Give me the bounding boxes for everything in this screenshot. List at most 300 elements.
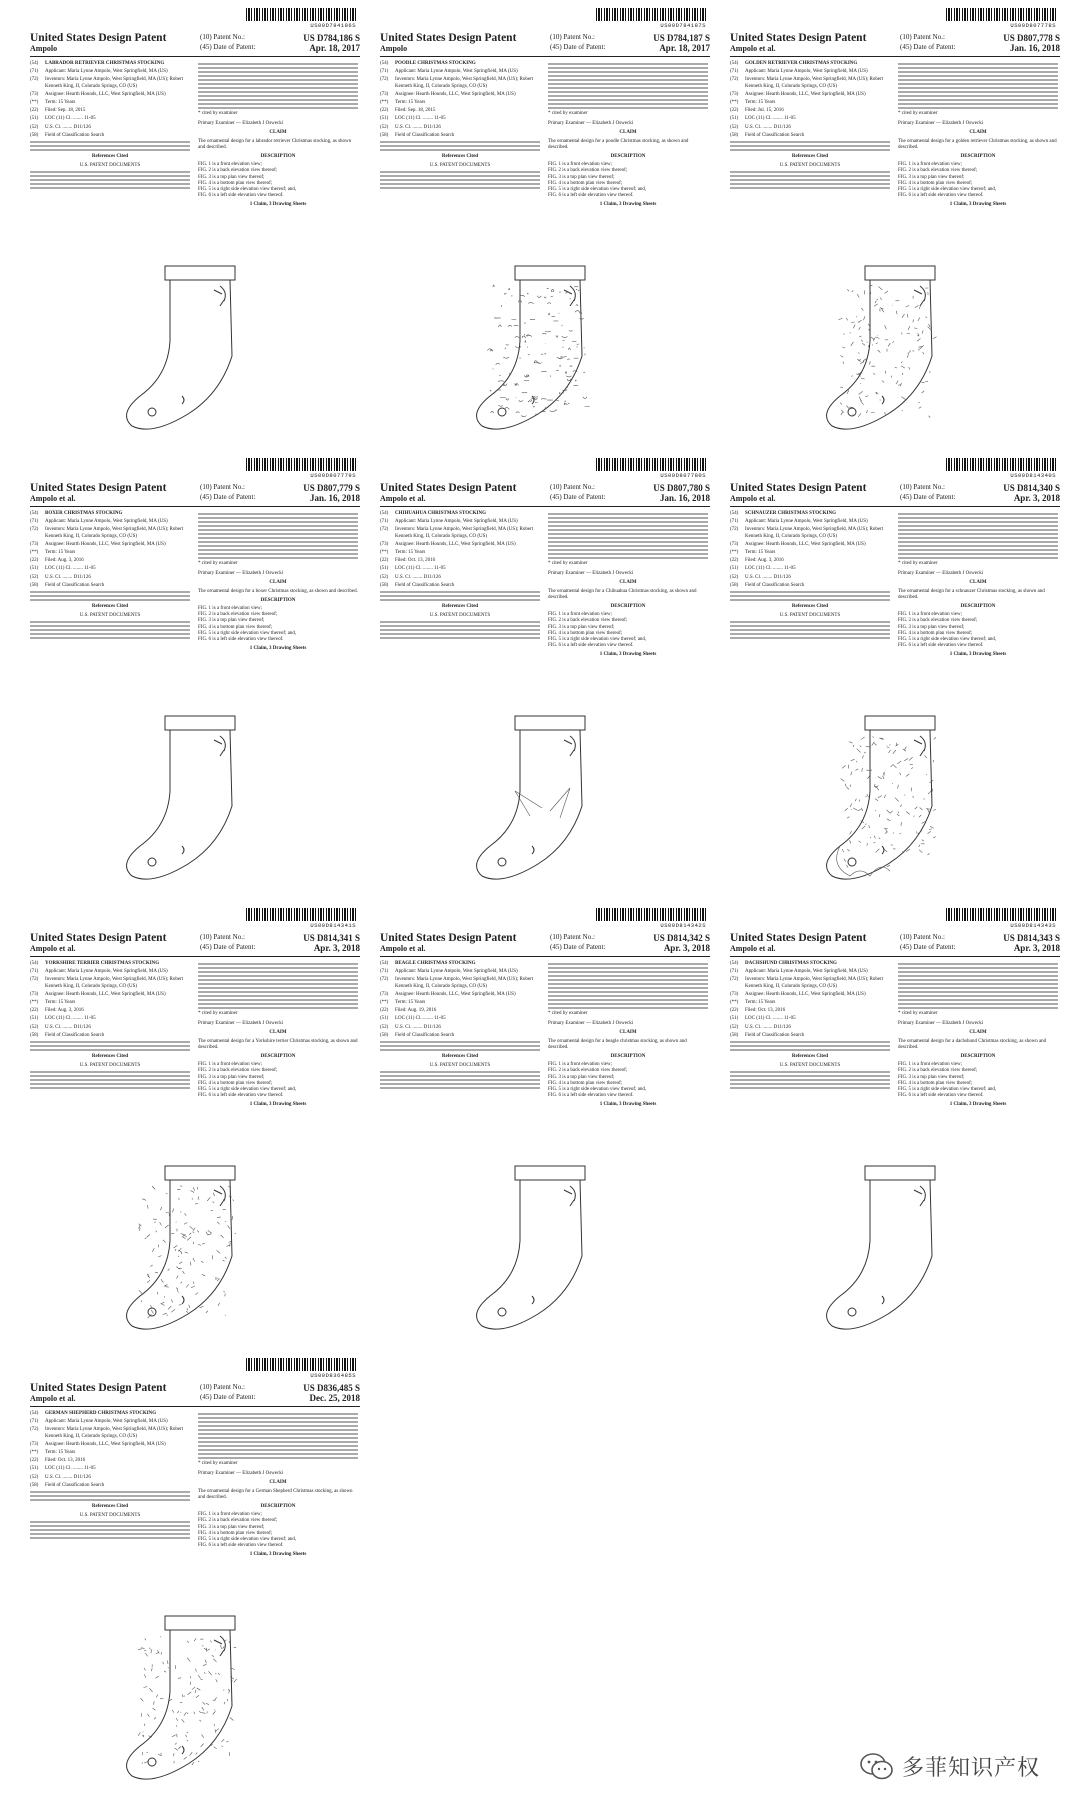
figure-line: FIG. 3 is a top plan view thereof;	[548, 174, 615, 180]
fur-stroke	[878, 796, 882, 798]
fur-stroke	[145, 1238, 147, 1239]
us-class: U.S. Cl. ........ D11/126	[395, 1024, 441, 1030]
inventors: Inventors: Maria Lynne Ampolo, West Springfield, MA (US); Robert Kenneth King, II, Colorado Springs, CO (US)	[745, 77, 884, 89]
fur-stroke	[144, 1668, 146, 1670]
us-docs: U.S. PATENT DOCUMENTS	[79, 1513, 141, 1519]
fur-stroke	[560, 392, 561, 394]
fur-stroke	[861, 340, 863, 342]
figure-line: FIG. 5 is a right side elevation view thereof; and,	[198, 630, 297, 636]
cited-by-examiner: * cited by examiner	[898, 1011, 938, 1016]
claims-sheets: 1 Claim, 3 Drawing Sheets	[949, 652, 1007, 658]
patent-card-7	[30, 908, 360, 1348]
claim-heading: CLAIM	[969, 1030, 987, 1036]
fur-stroke	[900, 773, 901, 775]
loc-class: LOC (11) Cl. ........ 11-05	[745, 1016, 796, 1022]
fur-stroke	[509, 288, 510, 290]
inventor-short: Ampolo et al.	[380, 494, 426, 503]
fur-stroke	[570, 366, 572, 367]
bibliographic-column: (54) YORKSHIRE TERRIER CHRISTMAS STOCKING (71) Applicant: Maria Lynne Ampolo, West Springfield, MA (US) (72) Inventors: Maria Lynne Ampolo, West Springfield, MA (US); Robert Kenneth King, II, Colorado Springs, CO (US) (73) Assignee: Hearth Hounds, LLC, West Springfield, MA (US) (**) Term: 15 Years (22) Filed: Aug. 3, 2016 (51) LOC (11) Cl. ........ 11-05 (52) U.S. Cl. ........ D11/126 (58) Field of Classification Search References Cited U.S. PATENT DOCUMENTS	[30, 961, 190, 1161]
fur-stroke	[933, 809, 936, 810]
bibliographic-column: (54) LABRADOR RETRIEVER CHRISTMAS STOCKING (71) Applicant: Maria Lynne Ampolo, West Springfield, MA (US) (72) Inventors: Maria Lynne Ampolo, West Springfield, MA (US); Robert Kenneth King, II, Colorado Springs, CO (US) (73) Assignee: Hearth Hounds, LLC, West Springfield, MA (US) (**) Term: 15 Years (22) Filed: Sep. 18, 2015 (51) LOC (11) Cl. ........ 11-05 (52) U.S. Cl. ........ D11/126 (58) Field of Classification Search References Cited U.S. PATENT DOCUMENTS	[30, 61, 190, 261]
assignee: Assignee: Hearth Hounds, LLC, West Springfield, MA (US)	[745, 991, 866, 997]
fur-stroke	[164, 1671, 166, 1672]
figure-list	[548, 612, 708, 649]
fur-stroke	[562, 393, 563, 394]
fur-stroke	[887, 865, 890, 866]
fur-stroke	[218, 1303, 219, 1306]
fur-stroke	[911, 787, 912, 791]
fur-stroke	[887, 810, 890, 813]
fur-stroke	[915, 305, 919, 307]
fur-stroke	[144, 1762, 147, 1763]
patent-title: GERMAN SHEPHERD CHRISTMAS STOCKING	[45, 1411, 157, 1416]
fur-stroke	[902, 397, 906, 400]
figure-line: FIG. 3 is a top plan view thereof;	[198, 618, 265, 624]
fur-stroke	[884, 412, 885, 414]
cited-by-examiner: * cited by examiner	[548, 1011, 588, 1016]
claims-sheets: 1 Claim, 3 Drawing Sheets	[249, 1102, 307, 1108]
figure-list	[898, 1062, 1058, 1099]
figure-line: FIG. 2 is a back elevation view thereof;	[898, 168, 978, 174]
field-search: Field of Classification Search	[45, 132, 105, 138]
fur-stroke	[218, 1673, 220, 1675]
fur-stroke	[217, 1217, 221, 1218]
fur-stroke	[568, 403, 569, 404]
patent-no-label: (10) Patent No.:	[900, 33, 945, 41]
claim-heading: CLAIM	[269, 1480, 287, 1486]
doc-title: United States Design Patent	[380, 32, 517, 44]
fur-stroke	[565, 401, 566, 402]
barcode-number: US00D814340S	[1010, 472, 1056, 479]
fur-stroke	[157, 1292, 158, 1295]
figure-line: FIG. 5 is a right side elevation view thereof; and,	[198, 1087, 297, 1093]
figure-list	[198, 1062, 358, 1099]
fur-stroke	[204, 1672, 205, 1673]
field-search: Field of Classification Search	[45, 582, 105, 588]
fur-stroke	[212, 1655, 214, 1656]
cited-by-examiner: * cited by examiner	[548, 561, 588, 566]
fur-stroke	[186, 1284, 188, 1287]
fur-stroke	[164, 1285, 168, 1287]
fur-stroke	[907, 314, 908, 318]
references-cited: References Cited	[441, 154, 479, 160]
filed-date: Filed: Oct. 13, 2016	[395, 558, 436, 564]
examiner: Primary Examiner — Elizabeth J Oswecki	[548, 571, 634, 577]
fur-stroke	[181, 1233, 185, 1235]
examiner: Primary Examiner — Elizabeth J Oswecki	[198, 1471, 284, 1477]
fur-stroke	[922, 391, 925, 393]
figure-line: FIG. 1 is a front elevation view;	[198, 1062, 263, 1068]
doc-title: United States Design Patent	[380, 482, 517, 494]
fur-stroke	[918, 317, 920, 321]
fur-stroke	[866, 746, 870, 747]
wechat-icon	[860, 1752, 894, 1782]
fur-stroke	[527, 335, 532, 336]
fur-stroke	[173, 1753, 174, 1756]
fur-stroke	[522, 392, 527, 393]
stocking-drawing	[70, 696, 320, 886]
fur-stroke	[541, 354, 543, 355]
fur-stroke	[179, 1304, 182, 1305]
fur-stroke	[217, 1279, 220, 1282]
fur-stroke	[152, 1186, 155, 1189]
fur-stroke	[177, 1711, 178, 1713]
fur-stroke	[534, 361, 538, 363]
fur-stroke	[193, 1258, 195, 1262]
fur-stroke	[175, 1748, 178, 1750]
fur-stroke	[189, 1233, 191, 1235]
figure-line: FIG. 6 is a left side elevation view thereof.	[198, 1093, 284, 1099]
assignee: Assignee: Hearth Hounds, LLC, West Springfield, MA (US)	[45, 91, 166, 97]
fur-stroke	[928, 324, 930, 327]
fur-stroke	[933, 337, 937, 339]
fur-stroke	[864, 752, 866, 753]
fur-stroke	[893, 765, 896, 768]
term: Term: 15 Years	[45, 100, 76, 106]
fur-stroke	[857, 749, 861, 753]
fur-stroke	[217, 1222, 219, 1224]
fur-stroke	[519, 400, 523, 401]
figure-line: FIG. 5 is a right side elevation view thereof; and,	[898, 1087, 997, 1093]
fur-stroke	[224, 1702, 225, 1704]
date-label: (45) Date of Patent:	[900, 493, 956, 501]
bibliographic-column: (54) CHIHUAHUA CHRISTMAS STOCKING (71) Applicant: Maria Lynne Ampolo, West Springfield, MA (US) (72) Inventors: Maria Lynne Ampolo, West Springfield, MA (US); Robert Kenneth King, II, Colorado Springs, CO (US) (73) Assignee: Hearth Hounds, LLC, West Springfield, MA (US) (**) Term: 15 Years (22) Filed: Oct. 13, 2016 (51) LOC (11) Cl. ........ 11-05 (52) U.S. Cl. ........ D11/126 (58) Field of Classification Search References Cited U.S. PATENT DOCUMENTS	[380, 511, 540, 711]
citation-column	[898, 961, 1058, 1161]
fur-stroke	[147, 1280, 150, 1282]
bibliographic-column: (54) SCHNAUZER CHRISTMAS STOCKING (71) Applicant: Maria Lynne Ampolo, West Springfield, MA (US) (72) Inventors: Maria Lynne Ampolo, West Springfield, MA (US); Robert Kenneth King, II, Colorado Springs, CO (US) (73) Assignee: Hearth Hounds, LLC, West Springfield, MA (US) (**) Term: 15 Years (22) Filed: Aug. 3, 2016 (51) LOC (11) Cl. ........ 11-05 (52) U.S. Cl. ........ D11/126 (58) Field of Classification Search References Cited U.S. PATENT DOCUMENTS	[730, 511, 890, 711]
figure-line: FIG. 3 is a top plan view thereof;	[198, 1524, 265, 1530]
fur-stroke	[865, 396, 868, 397]
fur-stroke	[213, 1193, 214, 1196]
fur-stroke	[512, 319, 517, 320]
patent-title: DACHSHUND CHRISTMAS STOCKING	[745, 961, 837, 966]
fur-stroke	[193, 1242, 194, 1244]
doc-title: United States Design Patent	[30, 482, 167, 494]
fur-stroke	[841, 412, 843, 415]
assignee: Assignee: Hearth Hounds, LLC, West Springfield, MA (US)	[745, 91, 866, 97]
fur-stroke	[225, 1257, 227, 1259]
fur-stroke	[929, 416, 931, 418]
description-heading: DESCRIPTION	[610, 604, 646, 610]
fur-stroke	[168, 1269, 170, 1271]
figure-line: FIG. 6 is a left side elevation view thereof.	[548, 193, 634, 199]
claims-sheets: 1 Claim, 3 Drawing Sheets	[249, 1552, 307, 1558]
date-label: (45) Date of Patent:	[550, 943, 606, 951]
us-class: U.S. Cl. ........ D11/126	[395, 574, 441, 580]
cited-by-examiner: * cited by examiner	[548, 111, 588, 116]
stocking-drawing	[770, 246, 1020, 436]
fur-stroke	[887, 747, 889, 748]
fur-stroke	[914, 328, 917, 329]
figure-line: FIG. 6 is a left side elevation view thereof.	[548, 1093, 634, 1099]
fur-stroke	[212, 1202, 214, 1203]
fur-stroke	[202, 1243, 205, 1244]
bibliographic-column: (54) DACHSHUND CHRISTMAS STOCKING (71) Applicant: Maria Lynne Ampolo, West Springfield, MA (US) (72) Inventors: Maria Lynne Ampolo, West Springfield, MA (US); Robert Kenneth King, II, Colorado Springs, CO (US) (73) Assignee: Hearth Hounds, LLC, West Springfield, MA (US) (**) Term: 15 Years (22) Filed: Oct. 13, 2016 (51) LOC (11) Cl. ........ 11-05 (52) U.S. Cl. ........ D11/126 (58) Field of Classification Search References Cited U.S. PATENT DOCUMENTS	[730, 961, 890, 1161]
patent-card-10	[30, 1358, 360, 1798]
patent-grid	[30, 8, 1060, 1798]
fur-stroke	[194, 1638, 196, 1641]
fur-stroke	[150, 1265, 153, 1267]
fur-stroke	[228, 1226, 231, 1229]
claim-text: The ornamental design for a Yorkshire terrier Christmas stocking, as shown and described.	[198, 1038, 358, 1050]
fur-stroke	[576, 289, 577, 290]
fur-stroke	[142, 1199, 146, 1201]
patent-header	[380, 482, 710, 503]
fur-stroke	[177, 1288, 178, 1292]
fur-stroke	[195, 1293, 198, 1295]
fur-stroke	[845, 808, 848, 810]
fur-stroke	[868, 324, 869, 326]
fur-stroke	[190, 1190, 194, 1192]
fur-stroke	[922, 330, 923, 333]
claims-sheets: 1 Claim, 3 Drawing Sheets	[949, 1102, 1007, 1108]
fur-stroke	[904, 795, 905, 796]
fur-stroke	[840, 355, 843, 357]
fur-stroke	[171, 1309, 175, 1312]
doc-title: United States Design Patent	[380, 932, 517, 944]
applicant: Applicant: Maria Lynne Ampolo, West Springfield, MA (US)	[45, 969, 168, 975]
figure-line: FIG. 3 is a top plan view thereof;	[548, 1074, 615, 1080]
figure-line: FIG. 1 is a front elevation view;	[198, 162, 263, 168]
fur-stroke	[898, 385, 901, 386]
claim-text: The ornamental design for a boxer Christmas stocking, as shown and described.	[198, 588, 358, 594]
barcode-number: US00D814341S	[310, 922, 356, 929]
fur-stroke	[851, 759, 855, 760]
fur-stroke	[216, 1250, 220, 1253]
filed-date: Filed: Oct. 13, 2016	[45, 1458, 86, 1464]
fur-stroke	[887, 819, 891, 821]
fur-stroke	[907, 355, 909, 358]
patent-card-8	[380, 908, 710, 1348]
claims-sheets: 1 Claim, 3 Drawing Sheets	[599, 202, 657, 208]
patent-number: US D836,485 S	[303, 1383, 360, 1393]
inventors: Inventors: Maria Lynne Ampolo, West Springfield, MA (US); Robert Kenneth King, II, Colorado Springs, CO (US)	[45, 1427, 184, 1439]
fur-stroke	[867, 843, 868, 845]
assignee: Assignee: Hearth Hounds, LLC, West Springfield, MA (US)	[395, 91, 516, 97]
figure-line: FIG. 3 is a top plan view thereof;	[898, 1074, 965, 1080]
fur-stroke	[533, 396, 537, 397]
description-heading: DESCRIPTION	[960, 154, 996, 160]
figure-line: FIG. 3 is a top plan view thereof;	[898, 174, 965, 180]
patent-number: US D814,342 S	[653, 933, 710, 943]
fur-stroke	[190, 1752, 193, 1755]
fur-stroke	[840, 403, 842, 405]
fur-stroke	[506, 398, 509, 400]
fur-stroke	[843, 362, 844, 364]
fur-stroke	[876, 337, 880, 339]
fur-stroke	[172, 1710, 174, 1713]
figure-line: FIG. 4 is a bottom plan view thereof;	[198, 180, 273, 186]
patent-number: US D784,187 S	[653, 33, 710, 43]
assignee: Assignee: Hearth Hounds, LLC, West Springfield, MA (US)	[395, 991, 516, 997]
fur-stroke	[187, 1740, 188, 1741]
applicant: Applicant: Maria Lynne Ampolo, West Springfield, MA (US)	[45, 519, 168, 525]
figure-line: FIG. 1 is a front elevation view;	[548, 612, 613, 618]
barcode	[730, 458, 1060, 479]
figure-line: FIG. 6 is a left side elevation view thereof.	[548, 643, 634, 649]
field-search: Field of Classification Search	[45, 1032, 105, 1038]
inventor-short: Ampolo et al.	[380, 944, 426, 953]
us-docs: U.S. PATENT DOCUMENTS	[429, 613, 491, 619]
fur-stroke	[171, 1299, 173, 1302]
fur-stroke	[138, 1732, 140, 1735]
fur-stroke	[926, 809, 930, 810]
applicant: Applicant: Maria Lynne Ampolo, West Springfield, MA (US)	[395, 519, 518, 525]
fur-stroke	[906, 305, 909, 307]
fur-stroke	[140, 1698, 143, 1701]
fur-stroke	[149, 1648, 150, 1650]
fur-stroke	[190, 1226, 194, 1229]
fur-stroke	[176, 1276, 178, 1279]
filed-date: Filed: Jul. 15, 2016	[745, 108, 784, 114]
fur-stroke	[202, 1707, 204, 1711]
fur-stroke	[850, 831, 852, 834]
field-search: Field of Classification Search	[745, 1032, 805, 1038]
patent-header	[30, 932, 360, 953]
fur-stroke	[187, 1692, 191, 1695]
fur-stroke	[213, 1659, 216, 1662]
date-label: (45) Date of Patent:	[900, 43, 956, 51]
figure-line: FIG. 4 is a bottom plan view thereof;	[198, 1530, 273, 1536]
fur-stroke	[203, 1664, 206, 1666]
fur-stroke	[185, 1213, 187, 1216]
fur-stroke	[500, 397, 506, 398]
fur-stroke	[875, 799, 878, 801]
us-class: U.S. Cl. ........ D11/126	[395, 124, 441, 130]
term: Term: 15 Years	[395, 100, 426, 106]
barcode-bars	[246, 458, 356, 471]
fur-stroke	[215, 1729, 216, 1732]
patent-header	[730, 32, 1060, 53]
fur-stroke	[180, 1282, 182, 1284]
fur-stroke	[179, 1262, 182, 1264]
fur-stroke	[567, 386, 568, 387]
fur-stroke	[235, 1233, 236, 1234]
fur-stroke	[205, 1660, 206, 1663]
date-label: (45) Date of Patent:	[550, 43, 606, 51]
assignee: Assignee: Hearth Hounds, LLC, West Springfield, MA (US)	[45, 991, 166, 997]
fur-stroke	[196, 1307, 197, 1308]
figure-line: FIG. 2 is a back elevation view thereof;	[198, 168, 278, 174]
fur-stroke	[197, 1688, 200, 1690]
fur-stroke	[922, 840, 924, 841]
date-label: (45) Date of Patent:	[200, 1393, 256, 1401]
date-label: (45) Date of Patent:	[200, 943, 256, 951]
fur-stroke	[850, 840, 851, 843]
fur-stroke	[842, 347, 845, 348]
fur-stroke	[566, 292, 570, 294]
fur-stroke	[852, 375, 853, 376]
fur-stroke	[858, 413, 861, 416]
description-heading: DESCRIPTION	[260, 1054, 296, 1060]
fur-stroke	[908, 326, 910, 330]
fur-stroke	[860, 746, 861, 747]
barcode	[30, 8, 360, 29]
fur-stroke	[194, 1712, 195, 1714]
fur-stroke	[575, 380, 576, 381]
fur-stroke	[878, 286, 882, 289]
barcode-bars	[946, 458, 1056, 471]
fur-stroke	[858, 353, 859, 354]
fur-stroke	[202, 1274, 205, 1275]
fur-stroke	[195, 1690, 196, 1693]
fur-stroke	[196, 1753, 198, 1755]
fur-stroke	[176, 1718, 178, 1721]
fur-stroke	[528, 303, 533, 304]
fur-stroke	[861, 378, 865, 379]
fur-stroke	[138, 1649, 142, 1650]
fur-stroke	[160, 1637, 161, 1638]
loc-class: LOC (11) Cl. ........ 11-05	[745, 566, 796, 572]
fur-stroke	[166, 1212, 170, 1213]
fur-stroke	[498, 325, 501, 327]
fur-stroke	[845, 784, 846, 786]
fur-stroke	[846, 406, 849, 409]
fur-stroke	[230, 1243, 231, 1247]
term: Term: 15 Years	[745, 100, 776, 106]
fur-stroke	[223, 1646, 225, 1648]
fur-stroke	[867, 776, 869, 779]
fur-stroke	[879, 814, 880, 817]
patent-no-label: (10) Patent No.:	[550, 33, 595, 41]
fur-stroke	[511, 296, 512, 297]
fur-stroke	[925, 317, 927, 318]
fur-stroke	[844, 333, 845, 334]
term: Term: 15 Years	[745, 1000, 776, 1006]
fur-stroke	[549, 313, 550, 315]
fur-stroke	[913, 816, 914, 817]
fur-stroke	[200, 1306, 204, 1307]
date-label: (45) Date of Patent:	[200, 493, 256, 501]
barcode-bars	[596, 908, 706, 921]
fur-stroke	[867, 342, 868, 343]
cited-by-examiner: * cited by examiner	[898, 561, 938, 566]
claim-text: The ornamental design for a beagle christmas stocking, as shown and described.	[548, 1038, 687, 1050]
fur-stroke	[853, 808, 857, 810]
inventors: Inventors: Maria Lynne Ampolo, West Springfield, MA (US); Robert Kenneth King, II, Colorado Springs, CO (US)	[745, 977, 884, 989]
figure-line: FIG. 1 is a front elevation view;	[548, 1062, 613, 1068]
fur-stroke	[849, 742, 852, 743]
fur-stroke	[852, 290, 854, 292]
patent-no-label: (10) Patent No.:	[900, 483, 945, 491]
fur-stroke	[165, 1225, 169, 1228]
references-cited: References Cited	[91, 1054, 129, 1060]
fur-stroke	[846, 318, 848, 321]
fur-stroke	[874, 338, 875, 339]
fur-stroke	[863, 316, 864, 320]
fur-stroke	[869, 361, 870, 364]
patent-header	[30, 482, 360, 503]
references-cited: References Cited	[791, 604, 829, 610]
doc-title: United States Design Patent	[730, 482, 867, 494]
date-label: (45) Date of Patent:	[550, 493, 606, 501]
fur-stroke	[856, 374, 858, 375]
fur-stroke	[859, 397, 861, 401]
inventor-short: Ampolo	[380, 44, 408, 53]
fur-stroke	[198, 1761, 199, 1762]
figure-line: FIG. 4 is a bottom plan view thereof;	[898, 630, 973, 636]
claim-text: The ornamental design for a Chihuahua Christmas stocking, as shown and described.	[548, 588, 697, 600]
fur-stroke	[191, 1286, 195, 1288]
loc-class: LOC (11) Cl. ........ 11-05	[395, 566, 446, 572]
patent-no-label: (10) Patent No.:	[200, 933, 245, 941]
fur-stroke	[547, 303, 551, 304]
cited-by-examiner: * cited by examiner	[898, 111, 938, 116]
patent-date: Apr. 3, 2018	[1013, 493, 1060, 503]
fur-stroke	[849, 407, 853, 408]
inventor-short: Ampolo	[30, 44, 58, 53]
applicant: Applicant: Maria Lynne Ampolo, West Springfield, MA (US)	[395, 69, 518, 75]
